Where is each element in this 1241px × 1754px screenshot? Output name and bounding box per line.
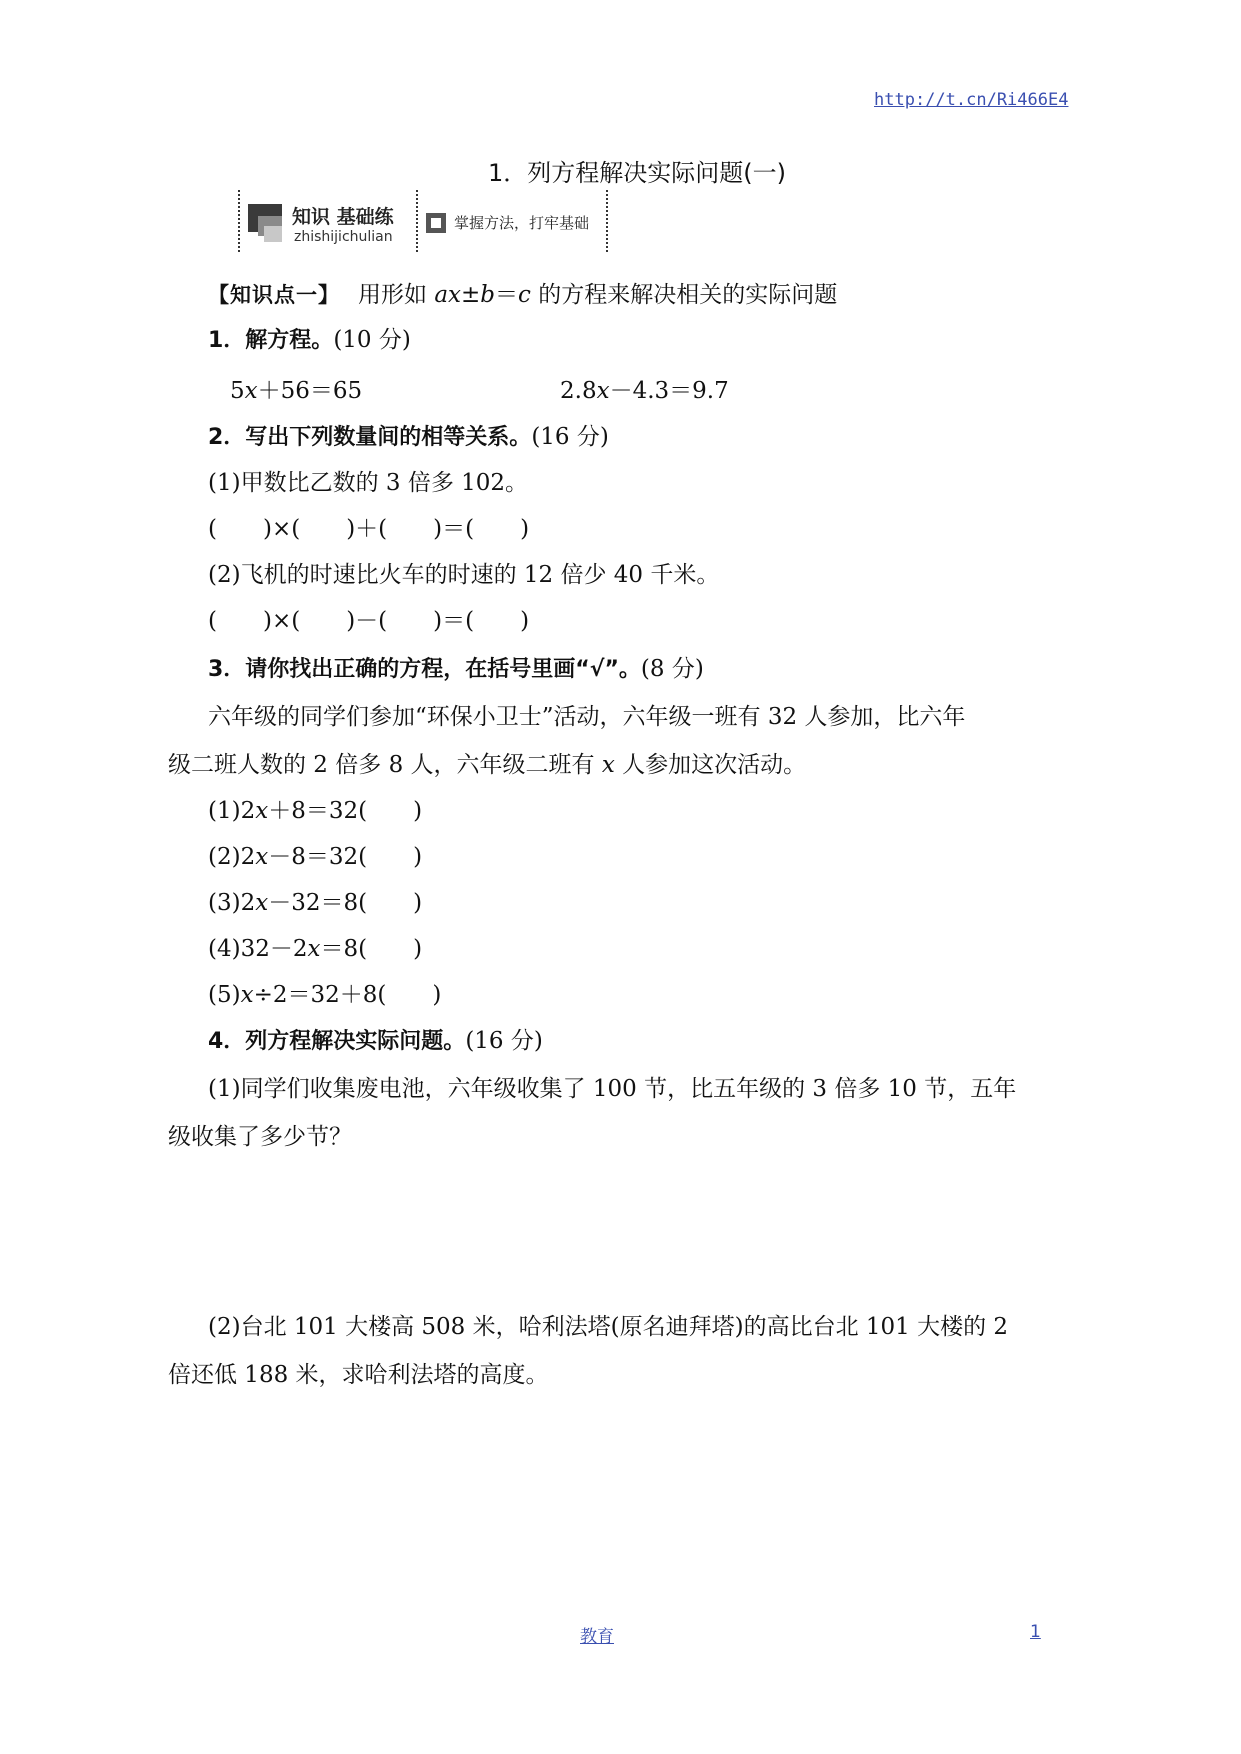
- q4-part-1-line-2: 级收集了多少节？: [168, 1124, 352, 1150]
- q3-option-1-var: x: [255, 798, 269, 824]
- q3-option-2-post: －8＝32( ): [268, 844, 423, 870]
- q3-option-5-post: ÷2＝32＋8( ): [253, 982, 442, 1008]
- q1-eq2-coef: 2.8: [560, 378, 597, 404]
- q3-option-1-pre: (1)2: [208, 798, 256, 824]
- q3-option-3-var: x: [255, 890, 269, 916]
- q1-eq1-coef: 5: [230, 378, 245, 404]
- banner-title: 知识 基础练: [292, 206, 394, 228]
- q2-part-1: (1)甲数比乙数的 3 倍多 102。: [208, 470, 529, 496]
- formula-c: c: [518, 282, 531, 308]
- q3-option-4-post: ＝8( ): [320, 936, 423, 962]
- banner-left-dotted-border: [238, 190, 242, 252]
- section-banner: [236, 190, 616, 252]
- header-url-link[interactable]: http://t.cn/Ri466E4: [874, 90, 1069, 110]
- q3-heading-line: [208, 654, 704, 685]
- q3-option-4-pre: (4)32－2: [208, 936, 308, 962]
- q2-part-2-blanks: ( )×( )－( )＝( ): [208, 608, 530, 634]
- q4-score: (16 分): [465, 1028, 543, 1054]
- q4-part-2-line-2: 倍还低 188 米，求哈利法塔的高度。: [168, 1362, 549, 1388]
- q3-option-5-pre: (5): [208, 982, 241, 1008]
- formula-ax: ax: [434, 282, 461, 308]
- banner-pinyin: zhishijichulian: [294, 229, 393, 245]
- q2-heading: 2．写出下列数量间的相等关系。: [208, 425, 532, 450]
- q1-heading-line: [208, 325, 411, 356]
- q2-heading-line: [208, 422, 609, 453]
- formula-pm: ±: [461, 282, 481, 308]
- banner-slogan: 掌握方法，打牢基础: [454, 214, 590, 232]
- q1-eq1-rest: ＋56＝65: [257, 378, 363, 404]
- q3-option-1-post: ＋8＝32( ): [268, 798, 423, 824]
- q2-score: (16 分): [531, 424, 609, 450]
- q3-option-3-pre: (3)2: [208, 890, 256, 916]
- q3-option-3: [208, 888, 422, 918]
- q3-option-1: [208, 796, 422, 826]
- q1-equation-1: [230, 376, 362, 406]
- q1-equation-2: [560, 376, 729, 406]
- q4-heading: 4．列方程解决实际问题。: [208, 1029, 466, 1054]
- footer-page-number[interactable]: 1: [1030, 1622, 1041, 1642]
- knowledge-point-text-before: 用形如: [358, 282, 435, 308]
- q3-heading: 3．请你找出正确的方程，在括号里画“√”。: [208, 657, 641, 682]
- formula-eq: ＝: [495, 282, 519, 308]
- q3-option-2-pre: (2)2: [208, 844, 256, 870]
- q2-part-1-blanks: ( )×( )＋( )＝( ): [208, 516, 530, 542]
- q3-stem-line-2: [168, 750, 806, 780]
- q3-option-3-post: －32＝8( ): [268, 890, 423, 916]
- footer-center-link[interactable]: 教育: [580, 1627, 614, 1647]
- q3-stem-line-2-a: 级二班人数的 2 倍多 8 人，六年级二班有: [168, 752, 602, 778]
- q2-part-2: (2)飞机的时速比火车的时速的 12 倍少 40 千米。: [208, 562, 720, 588]
- banner-box-icon-inner: [431, 218, 441, 228]
- banner-mid-dotted-border: [416, 190, 420, 252]
- knowledge-point-line: [208, 280, 837, 310]
- knowledge-point-label: 【知识点一】: [208, 283, 340, 307]
- q1-score: (10 分): [333, 327, 411, 353]
- q3-score: (8 分): [640, 656, 704, 682]
- q3-option-2: [208, 842, 422, 872]
- q1-eq2-rest: －4.3＝9.7: [609, 378, 729, 404]
- knowledge-point-text-after: 的方程来解决相关的实际问题: [530, 282, 838, 308]
- q3-stem-line-2-b: 人参加这次活动。: [614, 752, 807, 778]
- q1-heading: 1．解方程。: [208, 328, 334, 353]
- q1-eq2-var: x: [596, 378, 610, 404]
- q1-eq1-var: x: [244, 378, 258, 404]
- banner-logo-square-light: [264, 226, 282, 242]
- q3-stem-var: x: [601, 752, 615, 778]
- q4-heading-line: [208, 1026, 543, 1057]
- banner-right-dotted-border: [606, 190, 610, 252]
- q4-part-1-line-1: (1)同学们收集废电池，六年级收集了 100 节，比五年级的 3 倍多 10 节，五年: [208, 1076, 1017, 1102]
- q3-option-4: [208, 934, 422, 964]
- page-title: 1．列方程解决实际问题(一): [488, 159, 786, 187]
- q4-part-2-line-1: (2)台北 101 大楼高 508 米，哈利法塔(原名迪拜塔)的高比台北 101 大楼的 2: [208, 1314, 1009, 1340]
- formula-b: b: [480, 282, 496, 308]
- q3-option-4-var: x: [307, 936, 321, 962]
- q3-option-5-var: x: [240, 982, 254, 1008]
- q3-option-2-var: x: [255, 844, 269, 870]
- q3-stem-line-1: 六年级的同学们参加“环保小卫士”活动，六年级一班有 32 人参加，比六年: [208, 704, 966, 730]
- q3-option-5: [208, 980, 441, 1010]
